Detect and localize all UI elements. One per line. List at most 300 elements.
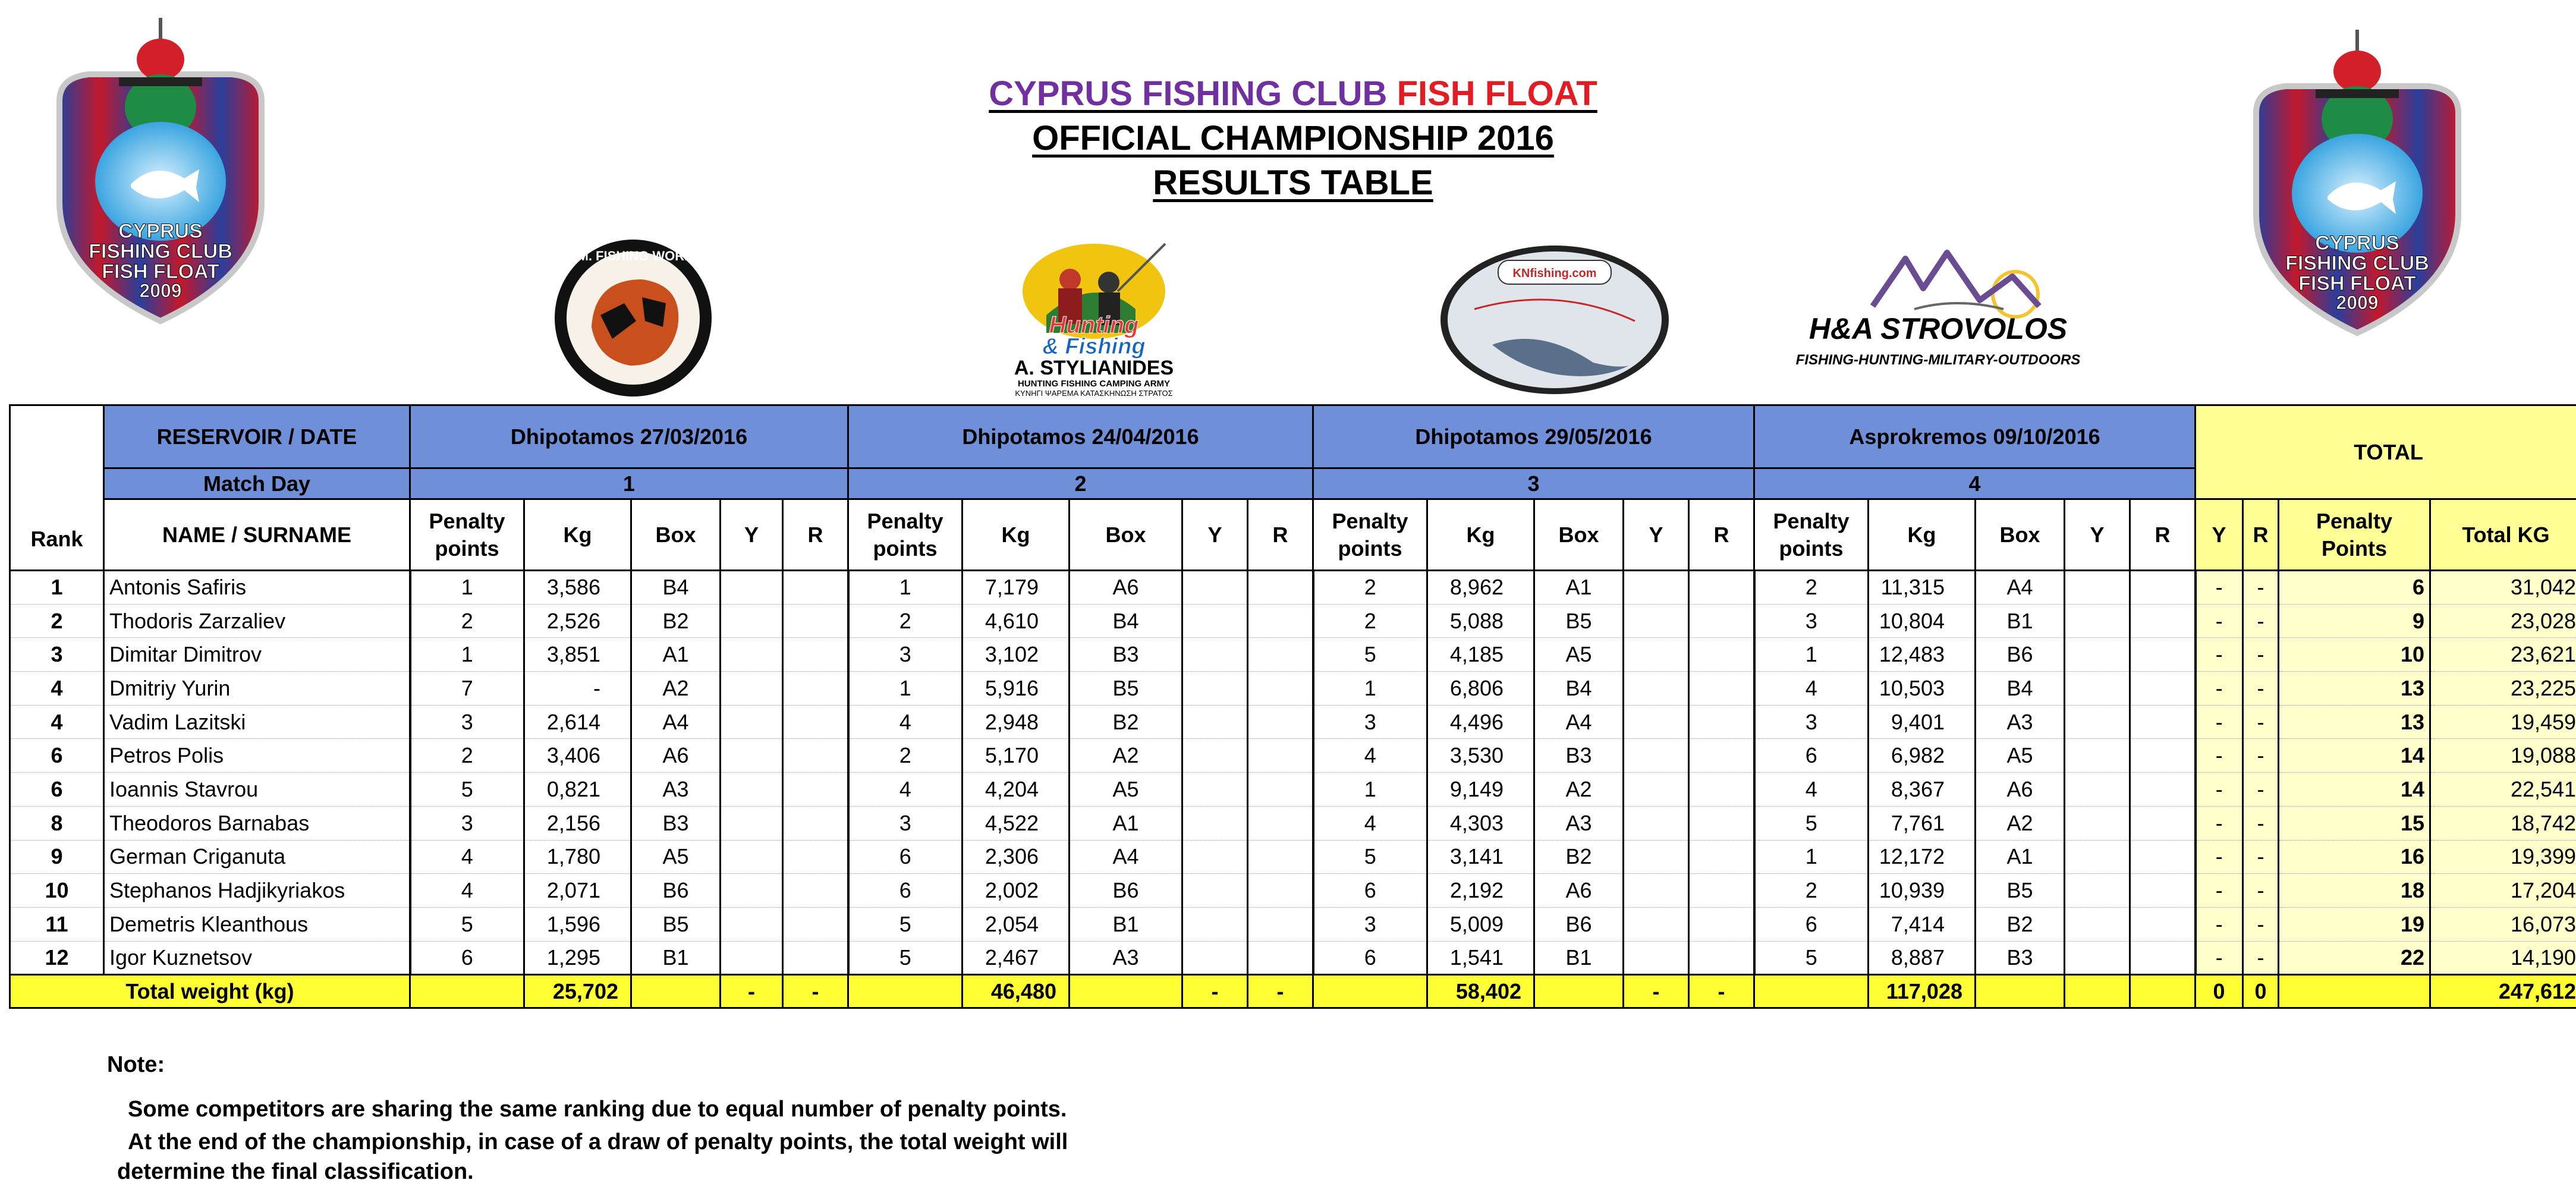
total-kg-cell: 19,399: [2430, 840, 2576, 874]
penalty-cell: 4: [1313, 739, 1427, 773]
col-y-header: Y: [721, 499, 783, 571]
club-logo-text-3: FISH FLOAT: [102, 260, 219, 283]
box-cell: A2: [631, 672, 721, 706]
rank-cell: 8: [10, 806, 104, 840]
yellow-card-cell: [721, 739, 783, 773]
matchday-header: Match Day: [104, 468, 410, 499]
yellow-card-cell: [1624, 874, 1689, 908]
penalty-cell: 7: [410, 672, 524, 706]
document-title: [832, 71, 1754, 205]
total-y-match: -: [1182, 975, 1248, 1008]
table-row: [10, 739, 2576, 773]
note-line-2: At the end of the championship, in case of a draw of penalty points, the total weight will: [128, 1129, 1068, 1154]
total-r-cell: -: [2243, 604, 2279, 638]
total-y-cell: -: [2196, 571, 2243, 605]
title-line-2: OFFICIAL CHAMPIONSHIP 2016: [1032, 119, 1554, 158]
total-kg-cell: 23,028: [2430, 604, 2576, 638]
kg-cell: 10,939: [1869, 874, 1976, 908]
total-penalty-cell: 9: [2279, 604, 2430, 638]
red-card-cell: [783, 638, 848, 672]
box-cell: B3: [1070, 638, 1182, 672]
box-cell: A5: [1534, 638, 1624, 672]
table-row: [10, 705, 2576, 739]
competitor-name: Dmitriy Yurin: [104, 672, 410, 706]
col-r-header: R: [1248, 499, 1313, 571]
penalty-cell: 3: [1313, 705, 1427, 739]
box-cell: B6: [631, 874, 721, 908]
box-cell: B6: [1534, 907, 1624, 941]
table-row: [10, 571, 2576, 605]
total-r-cell: -: [2243, 638, 2279, 672]
total-r-match: [2130, 975, 2196, 1008]
total-penalty-cell: 14: [2279, 739, 2430, 773]
table-row: [10, 638, 2576, 672]
kg-cell: 3,530: [1427, 739, 1534, 773]
total-weight-row: [10, 975, 2576, 1008]
yellow-card-cell: [2065, 907, 2130, 941]
penalty-cell: 2: [1754, 874, 1869, 908]
competitor-name: Ioannis Stavrou: [104, 773, 410, 807]
total-r-cell: -: [2243, 806, 2279, 840]
kg-cell: 2,156: [524, 806, 631, 840]
reservoir-header: RESERVOIR / DATE: [104, 405, 410, 468]
box-cell: A2: [1070, 739, 1182, 773]
box-cell: A5: [631, 840, 721, 874]
total-y-cell: -: [2196, 806, 2243, 840]
red-card-cell: [2130, 638, 2196, 672]
box-cell: A6: [631, 739, 721, 773]
club-logo-text-2: FISHING CLUB: [2285, 252, 2429, 275]
total-header: TOTAL: [2196, 405, 2576, 499]
box-cell: B3: [1976, 941, 2065, 975]
total-kg-cell: 16,073: [2430, 907, 2576, 941]
box-cell: B2: [631, 604, 721, 638]
box-cell: B3: [1534, 739, 1624, 773]
box-cell: A6: [1976, 773, 2065, 807]
club-logo-year: 2009: [2336, 292, 2379, 313]
penalty-cell: 1: [1754, 638, 1869, 672]
competitor-name: Igor Kuznetsov: [104, 941, 410, 975]
competitor-name: Vadim Lazitski: [104, 705, 410, 739]
col-box-header: Box: [1070, 499, 1182, 571]
total-y-match: -: [721, 975, 783, 1008]
kg-cell: 2,614: [524, 705, 631, 739]
total-kg-match: 117,028: [1869, 975, 1976, 1008]
penalty-cell: 4: [1754, 773, 1869, 807]
red-card-cell: [1248, 705, 1313, 739]
kg-cell: 5,009: [1427, 907, 1534, 941]
red-card-cell: [1689, 907, 1754, 941]
penalty-cell: 4: [848, 705, 963, 739]
col-penalty-header: Penalty points: [1754, 499, 1869, 571]
title-club-name: CYPRUS FISHING CLUB: [989, 74, 1388, 113]
yellow-card-cell: [1182, 840, 1248, 874]
total-penalty-cell: 10: [2279, 638, 2430, 672]
red-card-cell: [1248, 739, 1313, 773]
yellow-card-cell: [721, 672, 783, 706]
penalty-cell: 3: [410, 806, 524, 840]
box-cell: B1: [1534, 941, 1624, 975]
competitor-name: Demetris Kleanthous: [104, 907, 410, 941]
kg-cell: 10,804: [1869, 604, 1976, 638]
table-row: [10, 840, 2576, 874]
table-row: [10, 604, 2576, 638]
total-penalty-cell: 14: [2279, 773, 2430, 807]
red-card-cell: [1689, 638, 1754, 672]
box-cell: A3: [1976, 705, 2065, 739]
penalty-cell: 4: [1754, 672, 1869, 706]
box-cell: A6: [1534, 874, 1624, 908]
note-line-3: determine the final classification.: [117, 1159, 474, 1184]
red-card-cell: [1248, 638, 1313, 672]
yellow-card-cell: [1624, 604, 1689, 638]
total-penalty-cell: 18: [2279, 874, 2430, 908]
col-box-header: Box: [1534, 499, 1624, 571]
col-kg-header: Kg: [1869, 499, 1976, 571]
yellow-card-cell: [721, 571, 783, 605]
red-card-cell: [1248, 874, 1313, 908]
col-box-header: Box: [631, 499, 721, 571]
total-y-cell: -: [2196, 705, 2243, 739]
red-card-cell: [783, 773, 848, 807]
penalty-cell: 1: [410, 571, 524, 605]
sponsor-strovolos-logo: [1778, 235, 2111, 377]
penalty-cell: 1: [848, 571, 963, 605]
red-card-cell: [783, 705, 848, 739]
rank-cell: 10: [10, 874, 104, 908]
kg-cell: 3,586: [524, 571, 631, 605]
competitor-name: Thodoris Zarzaliev: [104, 604, 410, 638]
penalty-cell: 3: [1313, 907, 1427, 941]
yellow-card-cell: [2065, 705, 2130, 739]
match-4-day: 4: [1754, 468, 2196, 499]
kg-cell: 7,414: [1869, 907, 1976, 941]
red-card-cell: [1689, 941, 1754, 975]
penalty-cell: 2: [1754, 571, 1869, 605]
kg-cell: 5,916: [963, 672, 1070, 706]
sponsor-am-fishing-text: A.M. FISHING WORLD: [564, 248, 702, 263]
sponsor-strovolos-name: H&A STROVOLOS: [1808, 312, 2068, 345]
red-card-cell: [1248, 773, 1313, 807]
club-logo-text-1: CYPRUS: [118, 220, 203, 243]
header-row-matchday: [10, 468, 2576, 499]
rank-header: Rank: [10, 405, 104, 571]
yellow-card-cell: [1624, 672, 1689, 706]
penalty-cell: 2: [1313, 604, 1427, 638]
yellow-card-cell: [721, 638, 783, 672]
box-cell: A3: [1070, 941, 1182, 975]
yellow-card-cell: [2065, 571, 2130, 605]
total-r-cell: -: [2243, 571, 2279, 605]
kg-cell: 2,002: [963, 874, 1070, 908]
total-kg-cell: 23,225: [2430, 672, 2576, 706]
penalty-cell: 6: [848, 874, 963, 908]
title-line-1: [832, 71, 1754, 116]
total-penalty-cell: 13: [2279, 672, 2430, 706]
total-kg-cell: 18,742: [2430, 806, 2576, 840]
col-r-header: R: [783, 499, 848, 571]
total-penalty-blank: [1313, 975, 1427, 1008]
col-y-header: Y: [2065, 499, 2130, 571]
box-cell: A1: [631, 638, 721, 672]
total-y-cell: -: [2196, 907, 2243, 941]
competitor-name: Stephanos Hadjikyriakos: [104, 874, 410, 908]
penalty-cell: 3: [848, 638, 963, 672]
box-cell: A5: [1070, 773, 1182, 807]
penalty-cell: 4: [1313, 806, 1427, 840]
yellow-card-cell: [2065, 840, 2130, 874]
yellow-card-cell: [721, 806, 783, 840]
total-r-cell: -: [2243, 941, 2279, 975]
rank-cell: 12: [10, 941, 104, 975]
kg-cell: 3,851: [524, 638, 631, 672]
competitor-name: Theodoros Barnabas: [104, 806, 410, 840]
red-card-cell: [1689, 571, 1754, 605]
red-card-cell: [2130, 941, 2196, 975]
match-1-day: 1: [410, 468, 848, 499]
kg-cell: 4,204: [963, 773, 1070, 807]
kg-cell: 7,179: [963, 571, 1070, 605]
red-card-cell: [1689, 604, 1754, 638]
red-card-cell: [783, 604, 848, 638]
total-r-cell: -: [2243, 874, 2279, 908]
red-card-cell: [2130, 874, 2196, 908]
red-card-cell: [2130, 705, 2196, 739]
red-card-cell: [1248, 907, 1313, 941]
yellow-card-cell: [2065, 773, 2130, 807]
kg-cell: 1,780: [524, 840, 631, 874]
competitor-name: Dimitar Dimitrov: [104, 638, 410, 672]
kg-cell: 2,306: [963, 840, 1070, 874]
grand-total-y: 0: [2196, 975, 2243, 1008]
red-card-cell: [2130, 840, 2196, 874]
red-card-cell: [2130, 571, 2196, 605]
penalty-cell: 6: [1754, 907, 1869, 941]
total-r-match: -: [1248, 975, 1313, 1008]
yellow-card-cell: [1624, 571, 1689, 605]
red-card-cell: [1248, 604, 1313, 638]
total-y-cell: -: [2196, 773, 2243, 807]
penalty-cell: 6: [410, 941, 524, 975]
table-row: [10, 672, 2576, 706]
red-card-cell: [2130, 739, 2196, 773]
kg-cell: 1,295: [524, 941, 631, 975]
yellow-card-cell: [2065, 806, 2130, 840]
total-y-cell: -: [2196, 941, 2243, 975]
box-cell: B2: [1534, 840, 1624, 874]
col-total-kg-header: Total KG: [2430, 499, 2576, 571]
penalty-cell: 5: [1754, 941, 1869, 975]
box-cell: B4: [631, 571, 721, 605]
box-cell: B5: [1976, 874, 2065, 908]
name-header: NAME / SURNAME: [104, 499, 410, 571]
kg-cell: 2,192: [1427, 874, 1534, 908]
kg-cell: 4,496: [1427, 705, 1534, 739]
col-kg-header: Kg: [1427, 499, 1534, 571]
total-y-cell: -: [2196, 638, 2243, 672]
red-card-cell: [1248, 672, 1313, 706]
sponsor-knfishing-text: KNfishing.com: [1512, 267, 1597, 280]
box-cell: B6: [1976, 638, 2065, 672]
results-table: [9, 404, 2576, 1009]
penalty-cell: 2: [1313, 571, 1427, 605]
box-cell: A4: [631, 705, 721, 739]
total-y-cell: -: [2196, 604, 2243, 638]
penalty-cell: 3: [848, 806, 963, 840]
penalty-cell: 5: [410, 907, 524, 941]
total-kg-cell: 23,621: [2430, 638, 2576, 672]
rank-cell: 3: [10, 638, 104, 672]
total-kg-cell: 19,459: [2430, 705, 2576, 739]
penalty-cell: 5: [848, 907, 963, 941]
col-total-r-header: R: [2243, 499, 2279, 571]
total-kg-match: 25,702: [524, 975, 631, 1008]
penalty-cell: 2: [410, 604, 524, 638]
yellow-card-cell: [2065, 672, 2130, 706]
rank-cell: 6: [10, 739, 104, 773]
red-card-cell: [783, 672, 848, 706]
red-card-cell: [1248, 941, 1313, 975]
penalty-cell: 4: [410, 874, 524, 908]
penalty-cell: 1: [410, 638, 524, 672]
total-r-cell: -: [2243, 773, 2279, 807]
penalty-cell: 6: [848, 840, 963, 874]
penalty-cell: 5: [1754, 806, 1869, 840]
yellow-card-cell: [721, 907, 783, 941]
kg-cell: 4,610: [963, 604, 1070, 638]
total-kg-match: 58,402: [1427, 975, 1534, 1008]
rank-cell: 2: [10, 604, 104, 638]
box-cell: A4: [1534, 705, 1624, 739]
yellow-card-cell: [721, 840, 783, 874]
red-card-cell: [2130, 773, 2196, 807]
rank-cell: 11: [10, 907, 104, 941]
box-cell: B2: [1976, 907, 2065, 941]
total-r-cell: -: [2243, 840, 2279, 874]
penalty-cell: 1: [848, 672, 963, 706]
box-cell: A1: [1534, 571, 1624, 605]
col-r-header: R: [2130, 499, 2196, 571]
yellow-card-cell: [1624, 739, 1689, 773]
red-card-cell: [1689, 806, 1754, 840]
yellow-card-cell: [721, 604, 783, 638]
red-card-cell: [2130, 604, 2196, 638]
penalty-cell: 6: [1313, 874, 1427, 908]
rank-cell: 9: [10, 840, 104, 874]
box-cell: B4: [1534, 672, 1624, 706]
total-penalty-cell: 6: [2279, 571, 2430, 605]
yellow-card-cell: [1182, 739, 1248, 773]
table-row: [10, 806, 2576, 840]
kg-cell: 6,982: [1869, 739, 1976, 773]
yellow-card-cell: [1182, 638, 1248, 672]
red-card-cell: [783, 941, 848, 975]
col-r-header: R: [1689, 499, 1754, 571]
kg-cell: 0,821: [524, 773, 631, 807]
penalty-cell: 6: [1313, 941, 1427, 975]
total-penalty-cell: 22: [2279, 941, 2430, 975]
total-kg-cell: 22,541: [2430, 773, 2576, 807]
sponsor-am-fishing-logo: [541, 238, 725, 398]
rank-cell: 6: [10, 773, 104, 807]
box-cell: B4: [1070, 604, 1182, 638]
red-card-cell: [1689, 672, 1754, 706]
red-card-cell: [2130, 907, 2196, 941]
total-box-blank: [1534, 975, 1624, 1008]
total-weight-label: Total weight (kg): [10, 975, 410, 1008]
kg-cell: 3,102: [963, 638, 1070, 672]
yellow-card-cell: [1182, 806, 1248, 840]
total-y-match: [2065, 975, 2130, 1008]
red-card-cell: [1689, 739, 1754, 773]
club-logo-year: 2009: [139, 280, 182, 301]
total-kg-cell: 31,042: [2430, 571, 2576, 605]
yellow-card-cell: [2065, 638, 2130, 672]
sponsor-stylianides-name: A. STYLIANIDES: [1014, 357, 1174, 379]
kg-cell: 2,071: [524, 874, 631, 908]
kg-cell: 5,170: [963, 739, 1070, 773]
yellow-card-cell: [1182, 874, 1248, 908]
yellow-card-cell: [721, 941, 783, 975]
yellow-card-cell: [1624, 907, 1689, 941]
kg-cell: 12,172: [1869, 840, 1976, 874]
box-cell: B5: [1070, 672, 1182, 706]
penalty-cell: 4: [848, 773, 963, 807]
note-title: Note:: [107, 1052, 165, 1077]
club-logo-left: [36, 12, 297, 345]
red-card-cell: [2130, 806, 2196, 840]
total-penalty-cell: 19: [2279, 907, 2430, 941]
col-y-header: Y: [1624, 499, 1689, 571]
yellow-card-cell: [1182, 604, 1248, 638]
kg-cell: 4,185: [1427, 638, 1534, 672]
sponsor-stylianides-sub: HUNTING FISHING CAMPING ARMY: [1017, 379, 1171, 389]
col-y-header: Y: [1182, 499, 1248, 571]
box-cell: A4: [1070, 840, 1182, 874]
kg-cell: 3,141: [1427, 840, 1534, 874]
kg-cell: 1,596: [524, 907, 631, 941]
match-3-day: 3: [1313, 468, 1754, 499]
sponsor-knfishing-logo: [1439, 244, 1671, 395]
yellow-card-cell: [1624, 638, 1689, 672]
yellow-card-cell: [2065, 604, 2130, 638]
col-penalty-header: Penalty points: [848, 499, 963, 571]
sponsor-hunting-text: Hunting: [1049, 312, 1139, 338]
penalty-cell: 3: [1754, 604, 1869, 638]
kg-cell: 2,054: [963, 907, 1070, 941]
yellow-card-cell: [1624, 806, 1689, 840]
kg-cell: 9,149: [1427, 773, 1534, 807]
col-kg-header: Kg: [524, 499, 631, 571]
match-4-reservoir: Asprokremos 09/10/2016: [1754, 405, 2196, 468]
club-logo-text-3: FISH FLOAT: [2298, 272, 2416, 295]
competitor-name: Petros Polis: [104, 739, 410, 773]
penalty-cell: 5: [410, 773, 524, 807]
yellow-card-cell: [1182, 773, 1248, 807]
penalty-cell: 1: [1313, 672, 1427, 706]
red-card-cell: [783, 907, 848, 941]
yellow-card-cell: [1182, 672, 1248, 706]
kg-cell: 4,522: [963, 806, 1070, 840]
total-r-match: -: [783, 975, 848, 1008]
competitor-name: Antonis Safiris: [104, 571, 410, 605]
kg-cell: 10,503: [1869, 672, 1976, 706]
kg-cell: 8,962: [1427, 571, 1534, 605]
penalty-cell: 2: [410, 739, 524, 773]
total-kg-match: 46,480: [963, 975, 1070, 1008]
red-card-cell: [783, 739, 848, 773]
title-line-3: RESULTS TABLE: [1153, 163, 1433, 202]
